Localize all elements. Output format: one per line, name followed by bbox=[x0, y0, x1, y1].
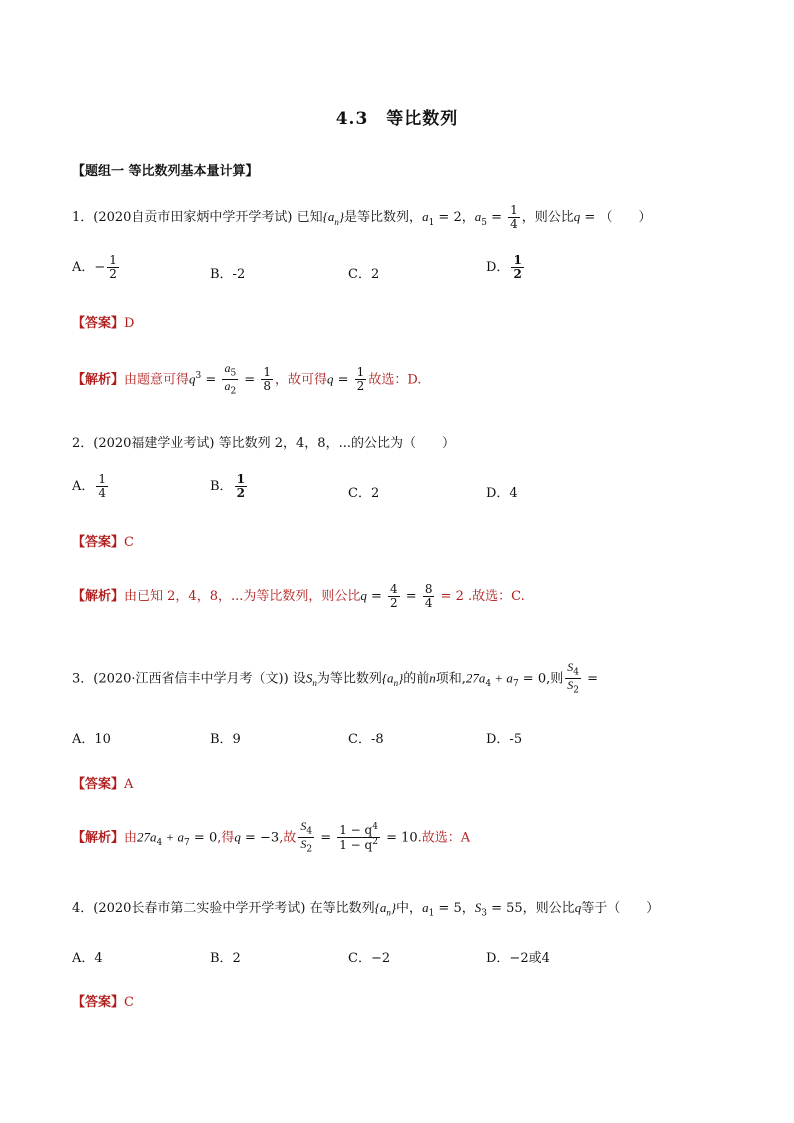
fraction: $\frac{1}{2}$ bbox=[109, 253, 117, 282]
question-1-answer: 【答案】D bbox=[72, 316, 135, 331]
fraction: $\frac{a_5}{a_2}$ bbox=[224, 361, 237, 397]
page-title: 4.3 等比数列 bbox=[335, 109, 459, 129]
question-3-option-a: A．10 bbox=[72, 732, 111, 747]
question-2-option-a: A． $\frac{1}{4}$ bbox=[72, 472, 107, 501]
question-3-stem: 3．(2020·江西省信丰中学月考（文)) 设$S_n$为等比数列$\{a_n\}$的前n项和$,27a_4 + a_7 = 0$,则 $\frac{S_4}{S_2}$ = bbox=[72, 660, 599, 696]
question-1-stem: 1．(2020自贡市田家炳中学开学考试) 已知$\{a_n\}$是等比数列，$a_1 = 2$，$a_5$ = $\frac{1}{4}$ ，则公比q = （ ） bbox=[72, 203, 652, 232]
question-3-option-c: C．-8 bbox=[348, 732, 384, 747]
fraction: $\frac{1}{4}$ bbox=[98, 472, 107, 501]
fraction: $\frac{S_4}{S_2}$ bbox=[300, 819, 313, 855]
question-4-option-a: A．4 bbox=[72, 951, 103, 966]
question-1-option-a: A．− $\frac{1}{2}$ bbox=[72, 253, 117, 282]
question-1-option-d: D． $\frac{1}{2}$ bbox=[486, 253, 522, 282]
question-3-option-b: B．9 bbox=[210, 732, 241, 747]
question-4-option-c: C．−2 bbox=[348, 951, 391, 966]
question-2-analysis: 【解析】由已知 2，4，8，...为等比数列，则公比q = $\frac{4}{2}$ = $\frac{8}{4}$ = 2 .故选：C. bbox=[72, 582, 525, 611]
question-1-option-b: B．-2 bbox=[210, 267, 246, 282]
question-3-answer: 【答案】A bbox=[72, 777, 134, 792]
question-2-option-d: D．4 bbox=[486, 486, 518, 501]
question-2-stem: 2．(2020福建学业考试) 等比数列 2，4，8，...的公比为（ ） bbox=[72, 436, 455, 451]
question-4-stem: 4．(2020长春市第二实验中学开学考试) 在等比数列$\{a_n\}$中，$a_1 = 5$，$S_3 = 55$，则公比q等于（ ） bbox=[72, 900, 660, 919]
fraction: $\frac{1}{4}$ bbox=[510, 203, 518, 232]
question-2-option-c: C．2 bbox=[348, 486, 380, 501]
question-4-option-d: D．−2或4 bbox=[486, 951, 550, 966]
fraction: $\frac{8}{4}$ bbox=[424, 582, 433, 611]
question-4-answer: 【答案】C bbox=[72, 995, 134, 1010]
question-2-answer: 【答案】C bbox=[72, 535, 134, 550]
section-heading: 【题组一 等比数列基本量计算】 bbox=[72, 164, 259, 179]
question-4-option-b: B．2 bbox=[210, 951, 241, 966]
fraction: $\frac{S_4}{S_2}$ bbox=[567, 660, 579, 696]
question-2-option-b: B． $\frac{1}{2}$ bbox=[210, 472, 245, 501]
fraction: $\frac{1}{8}$ bbox=[263, 365, 271, 394]
question-3-option-d: D．-5 bbox=[486, 732, 523, 747]
question-1-option-c: C．2 bbox=[348, 267, 380, 282]
fraction: $\frac{4}{2}$ bbox=[390, 582, 398, 611]
fraction: $\frac{1}{2}$ bbox=[513, 253, 522, 282]
question-3-analysis: 【解析】由$27a_4 + a_7 = 0$,得q = −3,故 $\frac{S_4}{S_2}$ = $\frac{1 - q^4}{1 - q^2}$ = 10.故选：A bbox=[72, 819, 471, 855]
fraction: $\frac{1 - q^4}{1 - q^2}$ bbox=[339, 822, 378, 853]
fraction: $\frac{1}{2}$ bbox=[236, 472, 245, 501]
fraction: $\frac{1}{2}$ bbox=[356, 365, 365, 394]
question-1-analysis: 【解析】由题意可得$q^3$ = $\frac{a_5}{a_2}$ = $\frac{1}{8}$ ，故可得q = $\frac{1}{2}$ 故选：D. bbox=[72, 361, 422, 397]
